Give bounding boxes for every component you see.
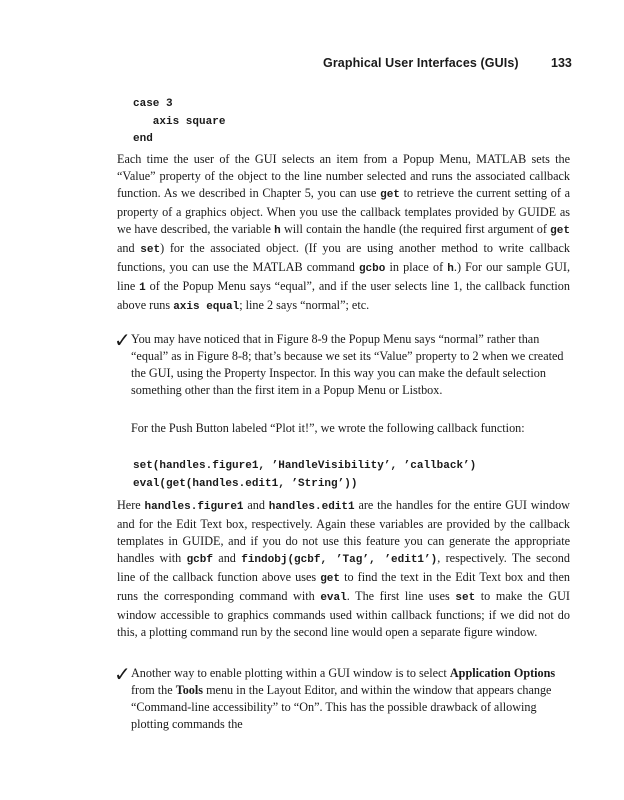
running-head-title: Graphical User Interfaces (GUIs): [323, 56, 519, 70]
code-block-case: [133, 96, 225, 149]
code-block-callback: [133, 458, 476, 493]
checkmark-icon: ✓: [114, 328, 131, 352]
page-number: 133: [551, 56, 572, 70]
code-line: case 3: [133, 98, 173, 110]
code-line: axis square: [133, 115, 226, 128]
checkmark-icon: ✓: [114, 662, 131, 686]
code-line: set(handles.figure1, ’HandleVisibility’, ’callback’): [133, 460, 477, 472]
page-header: [0, 56, 624, 76]
note-default-selection: You may have noticed that in Figure 8-9 the Popup Menu says “normal” rather than “equal” as in Figure 8-8; that’s because we set its “Value” property to 2 when we created the GUI, using the Property Inspector. In this way you can make the default selection something other than the first item in a Popup Menu or Listbox.: [131, 332, 564, 397]
paragraph-handles: Here handles.figure1 and handles.edit1 are the handles for the entire GUI window and for the Edit Text box, respectively. Again these variables are provided by the callback templates in GUIDE, and if you do not use this feature you can generate the appropriate handles with gcbf and findobj(gcbf, ’Tag’, ’edit1’), respectively. The second line of the callback function above uses get to find the text in the Edit Text box and then runs the corresponding command with eval. The first line uses set to make the GUI window accessible to graphics commands used within callback functions; if we did not do this, a plotting command run by the second line would open a separate figure window.: [117, 498, 570, 639]
code-line: eval(get(handles.edit1, ’String’)): [133, 477, 358, 490]
code-line: end: [133, 133, 153, 145]
note-plotting-gui: Another way to enable plotting within a GUI window is to select Application Options from the Tools menu in the Layout Editor, and within the window that appears change “Command-line accessibility” to “On”. This has the possible drawback of allowing plotting commands the: [131, 666, 556, 731]
paragraph-popup-menu: Each time the user of the GUI selects an item from a Popup Menu, MATLAB sets the “Value” property of the object to the line number selected and runs the associated callback function. As we described in Chapter 5, you can use get to retrieve the current setting of a property of a graphics object. When you use the callback templates provided by GUIDE as we have described, the variable h will contain the handle (the required first argument of get and set) for the associated object. (If you are using another method to write callback functions, you can use the MATLAB command gcbo in place of h.) For our sample GUI, line 1 of the Popup Menu says “equal”, and if the user selects line 1, the callback function above runs axis equal; line 2 says “normal”; etc.: [117, 152, 570, 313]
paragraph-push-button: For the Push Button labeled “Plot it!”, we wrote the following callback function:: [131, 421, 525, 435]
